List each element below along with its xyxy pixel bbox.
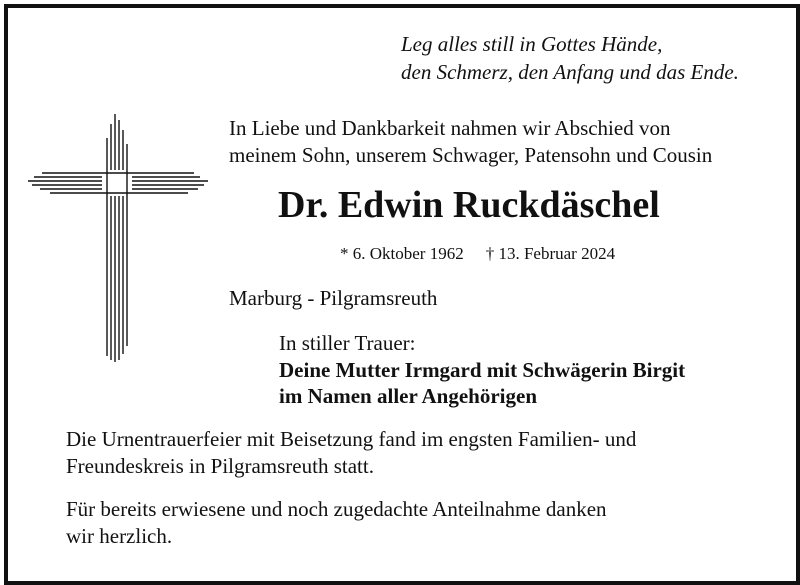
funeral-line-1: Die Urnentrauerfeier mit Beisetzung fand im engsten Familien- und <box>66 427 637 451</box>
funeral-paragraph <box>66 426 636 480</box>
thanks-line-1: Für bereits erwiesene und noch zugedachte Anteilnahme danken <box>66 497 607 521</box>
mourners-line-2: im Namen aller Angehörigen <box>279 384 538 408</box>
deceased-name: Dr. Edwin Ruckdäschel <box>278 184 660 226</box>
birth-date: * 6. Oktober 1962 <box>340 244 464 263</box>
cross-icon <box>28 110 208 362</box>
intro-text <box>229 115 712 169</box>
motto-line-1: Leg alles still in Gottes Hände, <box>401 32 663 56</box>
intro-line-2: meinem Sohn, unserem Schwager, Patensohn und Cousin <box>229 143 713 167</box>
thanks-line-2: wir herzlich. <box>66 524 173 548</box>
death-date: † 13. Februar 2024 <box>485 244 616 263</box>
intro-line-1: In Liebe und Dankbarkeit nahmen wir Abschied von <box>229 116 671 140</box>
life-dates <box>340 243 615 265</box>
motto-verse <box>401 30 739 86</box>
thanks-paragraph <box>66 496 607 550</box>
funeral-line-2: Freundeskreis in Pilgramsreuth statt. <box>66 454 374 478</box>
mourners-line-1: Deine Mutter Irmgard mit Schwägerin Birgit <box>279 358 686 382</box>
motto-line-2: den Schmerz, den Anfang und das Ende. <box>401 60 739 84</box>
mourning-intro: In stiller Trauer: <box>279 331 416 355</box>
place-line: Marburg - Pilgramsreuth <box>229 286 438 310</box>
mourners-names <box>279 357 685 409</box>
